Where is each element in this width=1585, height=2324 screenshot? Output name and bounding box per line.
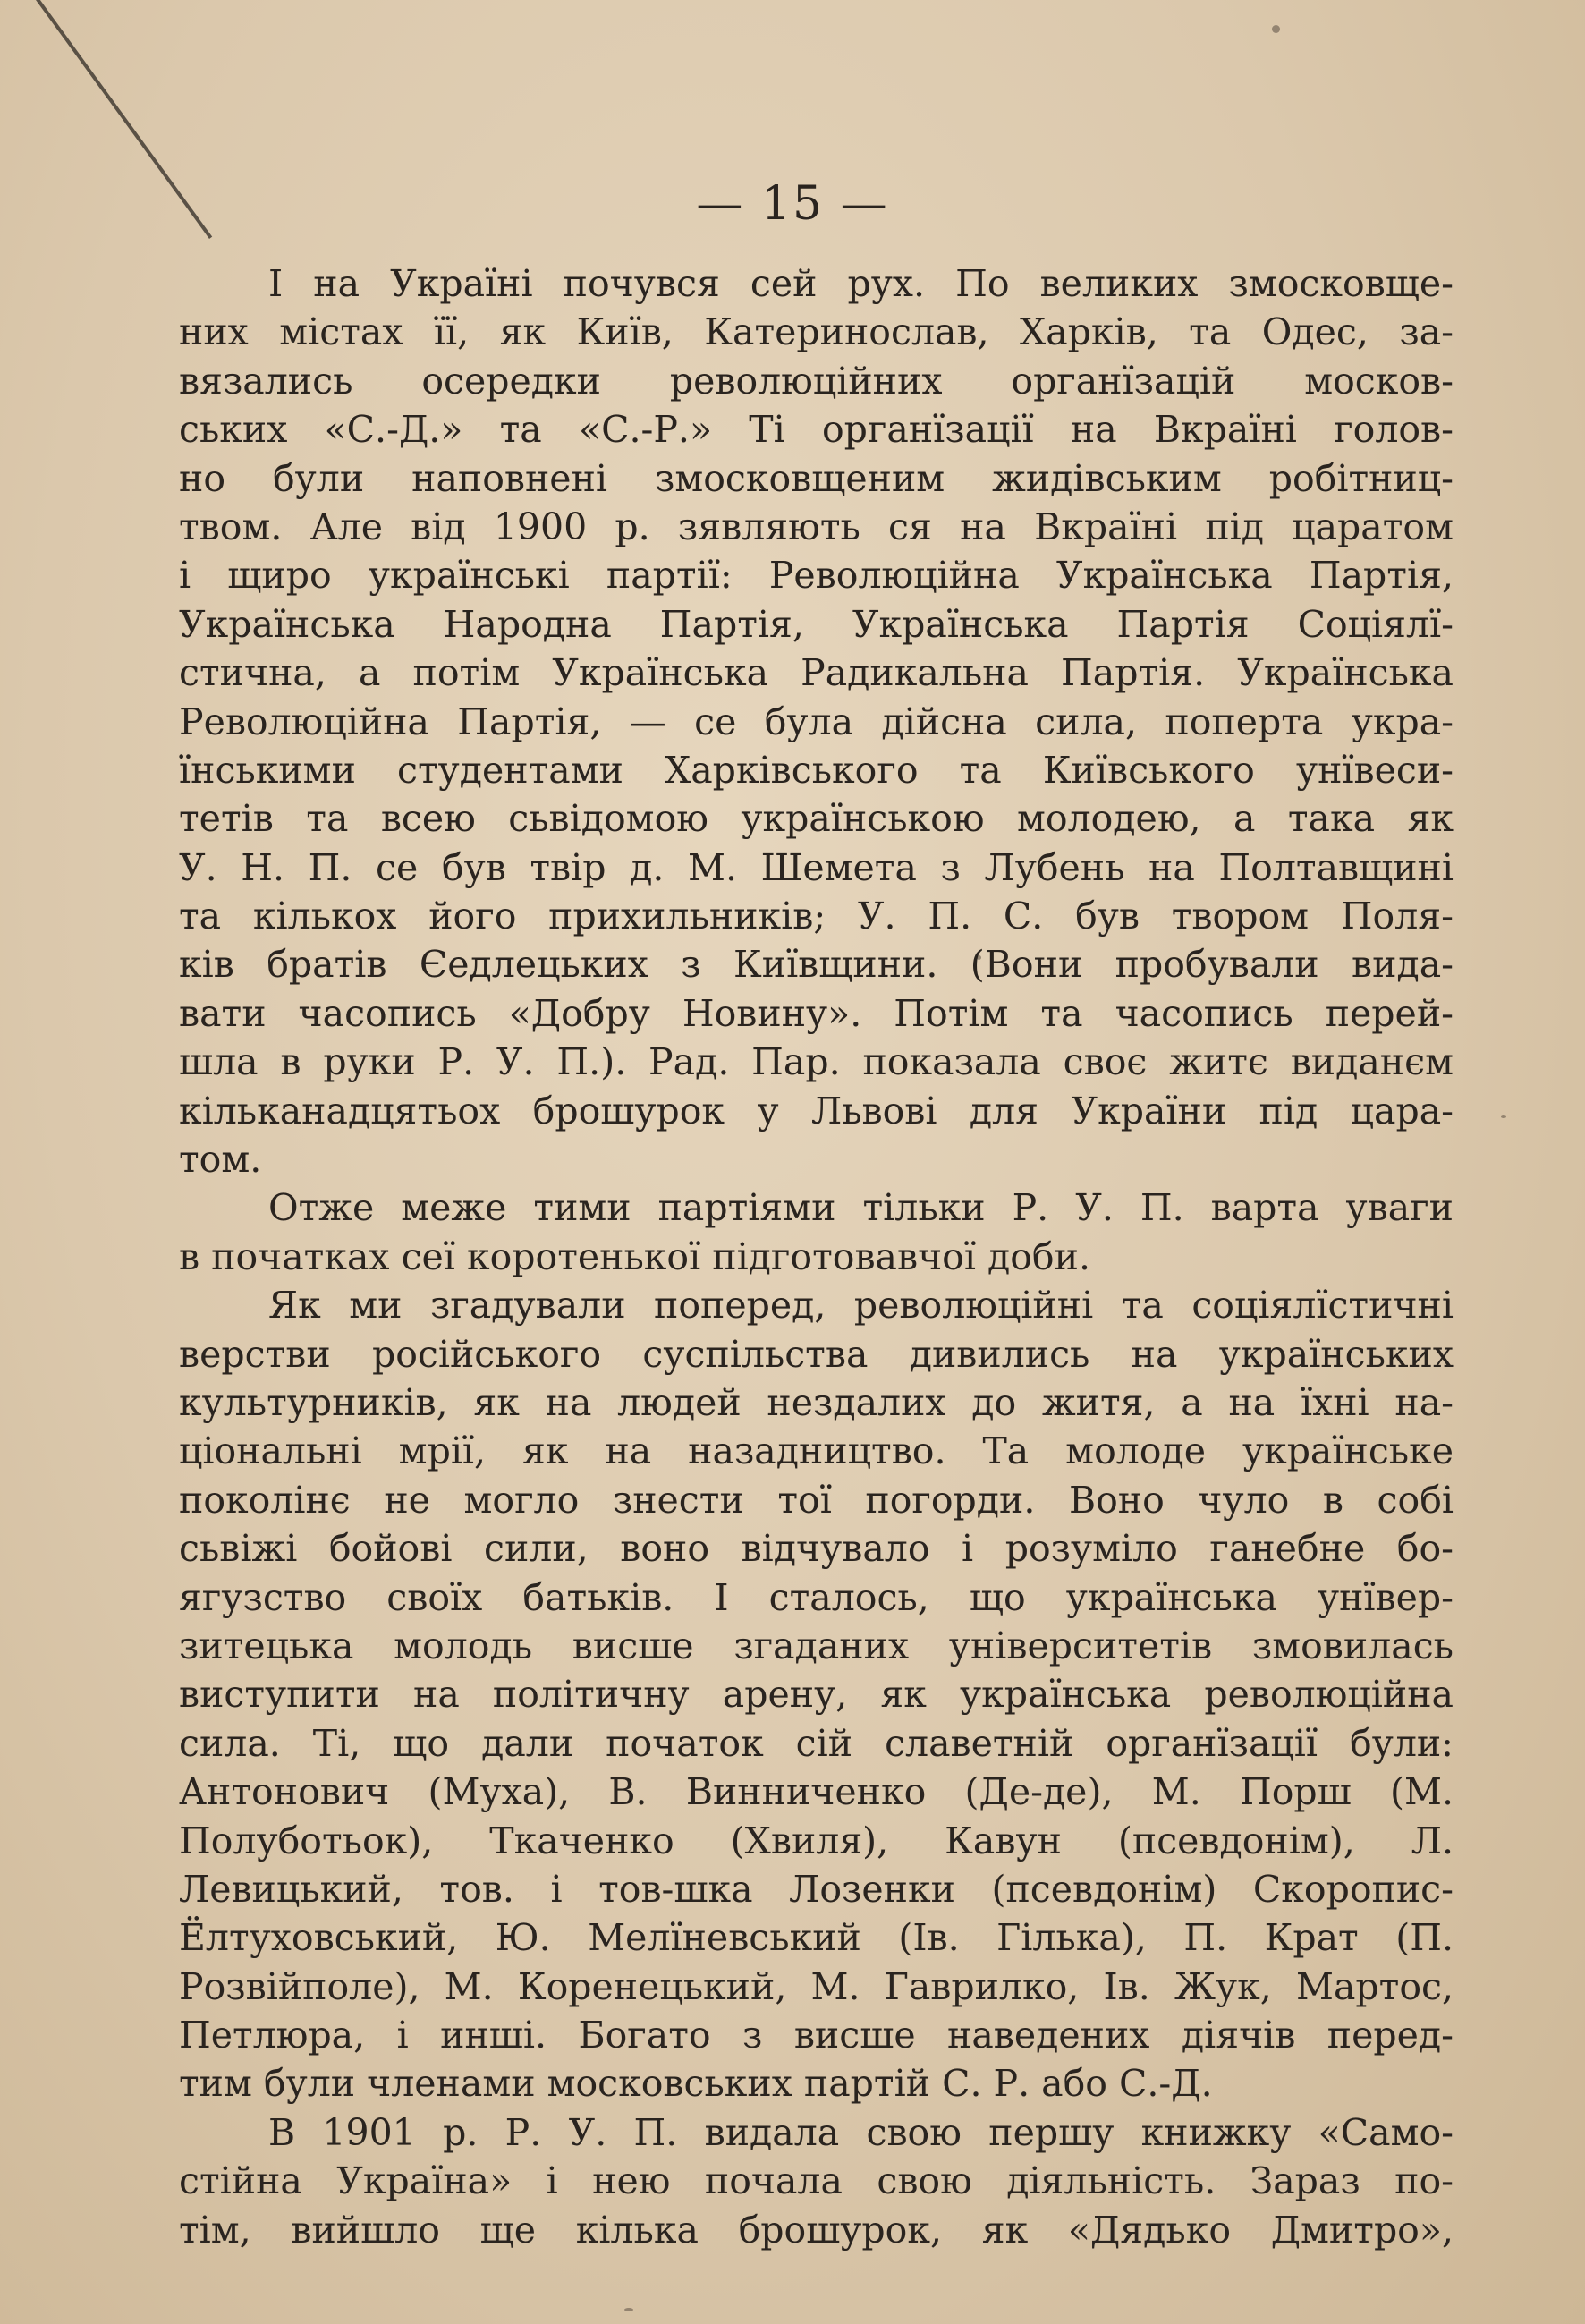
text-line: но були наповнені змосковщеним жидівським робітниц- xyxy=(179,456,1454,500)
text-line: стична, а потім Українська Радикальна Партія. Українська xyxy=(179,651,1454,695)
text-line: Отже меже тими партіями тільки Р. У. П. варта уваги xyxy=(268,1186,1454,1230)
text-line: Антонович (Муха), В. Винниченко (Де-де), М. Порш (М. xyxy=(179,1770,1454,1814)
paper-speck xyxy=(624,2308,633,2311)
text-line: них містах її, як Київ, Катеринослав, Харків, та Одес, за- xyxy=(179,310,1454,354)
text-line: сьвіжі бойові сили, воно відчувало і розуміло ганебне бо- xyxy=(179,1527,1454,1571)
text-line: В 1901 р. Р. У. П. видала свою першу книжку «Само- xyxy=(268,2110,1454,2154)
text-line: І на Україні почувся сей рух. По великих змосковще- xyxy=(268,262,1454,305)
text-line: в початках сеї коротенької підготовавчої доби. xyxy=(179,1234,1090,1278)
text-line: твом. Але від 1900 р. зявляють ся на Вкраїні під царатом xyxy=(179,505,1454,548)
text-line: тетів та всею сьвідомою українською молодею, а така як xyxy=(179,797,1454,841)
paper-speck xyxy=(1501,1115,1506,1118)
text-line: та кількох його прихильників; У. П. С. був твором Поля- xyxy=(179,895,1454,938)
text-line: верстви російського суспільства дивились на українських xyxy=(179,1332,1454,1376)
text-line: Як ми згадували поперед, революційні та соціялїстичні xyxy=(268,1284,1454,1327)
text-line: вати часопись «Добру Новину». Потім та часопись перей- xyxy=(179,991,1454,1035)
text-line: сила. Ті, що дали початок сій славетній органїзації були: xyxy=(179,1721,1454,1765)
text-line: шла в руки Р. У. П.). Рад. Пар. показала своє житє виданєм xyxy=(179,1040,1454,1084)
text-line: поколінє не могло знести тої погорди. Воно чуло в собі xyxy=(179,1478,1454,1522)
text-line: виступити на політичну арену, як українська революційна xyxy=(179,1673,1454,1717)
text-line: Революційна Партія, — се була дійсна сила, поперта укра- xyxy=(179,700,1454,743)
text-line: зитецька молодь висше згаданих університетів змовилась xyxy=(179,1624,1454,1667)
paper-speck xyxy=(1272,25,1280,33)
text-line: їнськими студентами Харківського та Київського унївеси- xyxy=(179,748,1454,792)
text-line: Полуботьок), Ткаченко (Хвиля), Кавун (псевдонім), Л. xyxy=(179,1819,1454,1862)
text-line: вязались осередки революційних органїзацій москов- xyxy=(179,359,1454,403)
text-line: ських «С.-Д.» та «С.-Р.» Ті органїзації на Вкраїні голов- xyxy=(179,408,1454,452)
page-number: — 15 — xyxy=(696,177,889,231)
text-line: культурників, як на людей нездалих до житя, а на їхні на- xyxy=(179,1380,1454,1424)
text-line: ціональні мрії, як на назадництво. Та молоде українське xyxy=(179,1429,1454,1473)
text-line: ягузство своїх батьків. І сталось, що українська унївер- xyxy=(179,1575,1454,1619)
text-line: стійна Україна» і нею почала свою діяльність. Зараз по- xyxy=(179,2159,1454,2203)
text-line: і щиро українські партії: Революційна Українська Партія, xyxy=(179,554,1454,598)
text-line: тим були членами московських партій С. Р. або С.-Д. xyxy=(179,2062,1213,2106)
text-line: Ёлтуховський, Ю. Мелїневський (Ів. Гілька), П. Крат (П. xyxy=(179,1916,1454,1960)
text-line: кільканадцятьох брошурок у Львові для України під цара- xyxy=(179,1089,1454,1132)
text-body xyxy=(179,259,1454,2254)
text-line: Левицький, тов. і тов-шка Лозенки (псевдонім) Скоропис- xyxy=(179,1867,1454,1911)
text-line: Українська Народна Партія, Українська Партія Соціялї- xyxy=(179,602,1454,646)
text-line: тім, вийшло ще кілька брошурок, як «Дядько Дмитро», xyxy=(179,2208,1454,2252)
text-line: ків братів Єедлецьких з Київщини. (Вони пробували вида- xyxy=(179,943,1454,987)
text-line: Петлюра, і инші. Богато з висше наведених діячів перед- xyxy=(179,2014,1454,2057)
text-line: том. xyxy=(179,1138,262,1182)
text-line: Розвійполе), М. Коренецький, М. Гаврилко, Ів. Жук, Мартос, xyxy=(179,1964,1454,2008)
text-line: У. Н. П. се був твір д. М. Шемета з Лубень на Полтавщині xyxy=(179,845,1454,889)
